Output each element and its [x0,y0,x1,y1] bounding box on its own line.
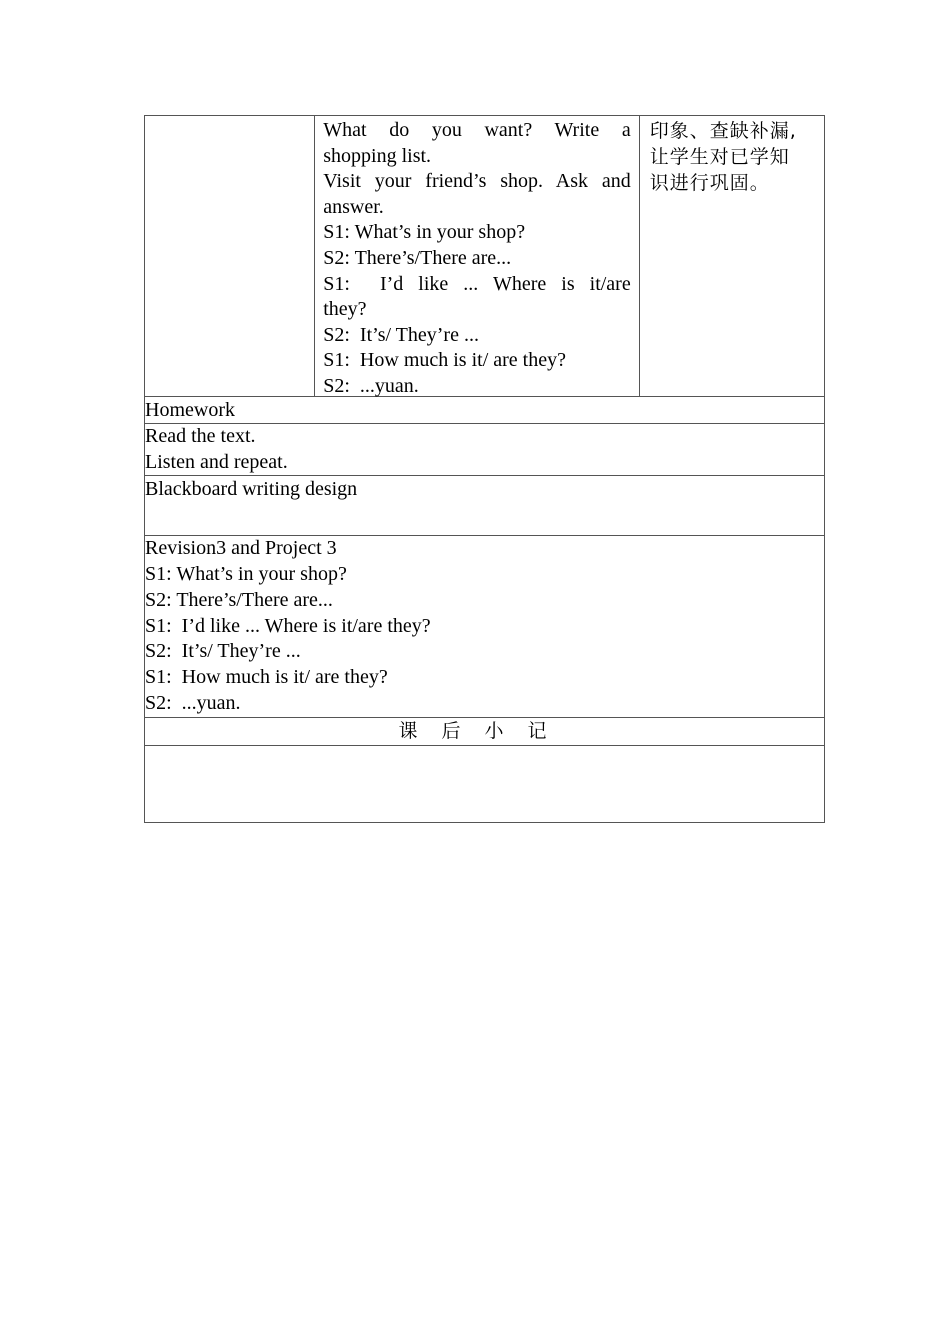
empty-step-cell [145,116,315,397]
purpose-cell [639,116,824,397]
blackboard-title: Blackboard writing design [145,476,825,536]
blackboard-line: S2: ...yuan. [145,691,241,714]
activity-line: What do you want? Write a [323,119,631,141]
blackboard-line: S1: How much is it/ are they? [145,666,388,689]
blackboard-line: S1: What’s in your shop? [145,562,347,585]
notes-body [145,745,825,822]
homework-title-row [145,397,825,424]
notes-title: 课后小记 [145,717,825,745]
blackboard-line: S1: I’d like ... Where is it/are they? [145,614,431,637]
activity-row [145,116,825,397]
purpose-line: 印象、查缺补漏, [649,120,797,142]
activity-line: S1: What’s in your shop? [323,221,526,244]
blackboard-line: S2: There’s/There are... [145,588,333,611]
homework-body [145,424,825,476]
activity-line: S1: How much is it/ are they? [323,349,566,372]
activity-line: S2: There’s/There are... [323,246,512,269]
homework-item: Read the text. [145,425,256,447]
notes-body-row [145,745,825,822]
blackboard-body [145,536,825,718]
activity-line: shopping list. [323,144,432,167]
blackboard-title-row [145,476,825,536]
blackboard-line: S2: It’s/ They’re ... [145,640,301,663]
activity-text [315,116,638,396]
homework-body-row [145,424,825,476]
activity-line: S1: I’d like ... Where is it/are [323,272,631,295]
activity-line: S2: It’s/ They’re ... [323,323,479,346]
activity-line: Visit your friend’s shop. Ask and [323,170,631,193]
activity-line: answer. [323,195,384,218]
lesson-plan-table [144,115,825,823]
activity-line: they? [323,298,367,321]
homework-item: Listen and repeat. [145,450,288,473]
blackboard-line: Revision3 and Project 3 [145,537,337,560]
activity-line: S2: ...yuan. [323,374,419,397]
activity-cell [315,116,639,397]
blackboard-body-row [145,536,825,718]
purpose-line: 识进行巩固。 [649,172,770,194]
purpose-line: 让学生对已学知 [649,146,790,168]
homework-title: Homework [145,397,825,424]
notes-title-row [145,717,825,745]
purpose-text [640,116,824,196]
